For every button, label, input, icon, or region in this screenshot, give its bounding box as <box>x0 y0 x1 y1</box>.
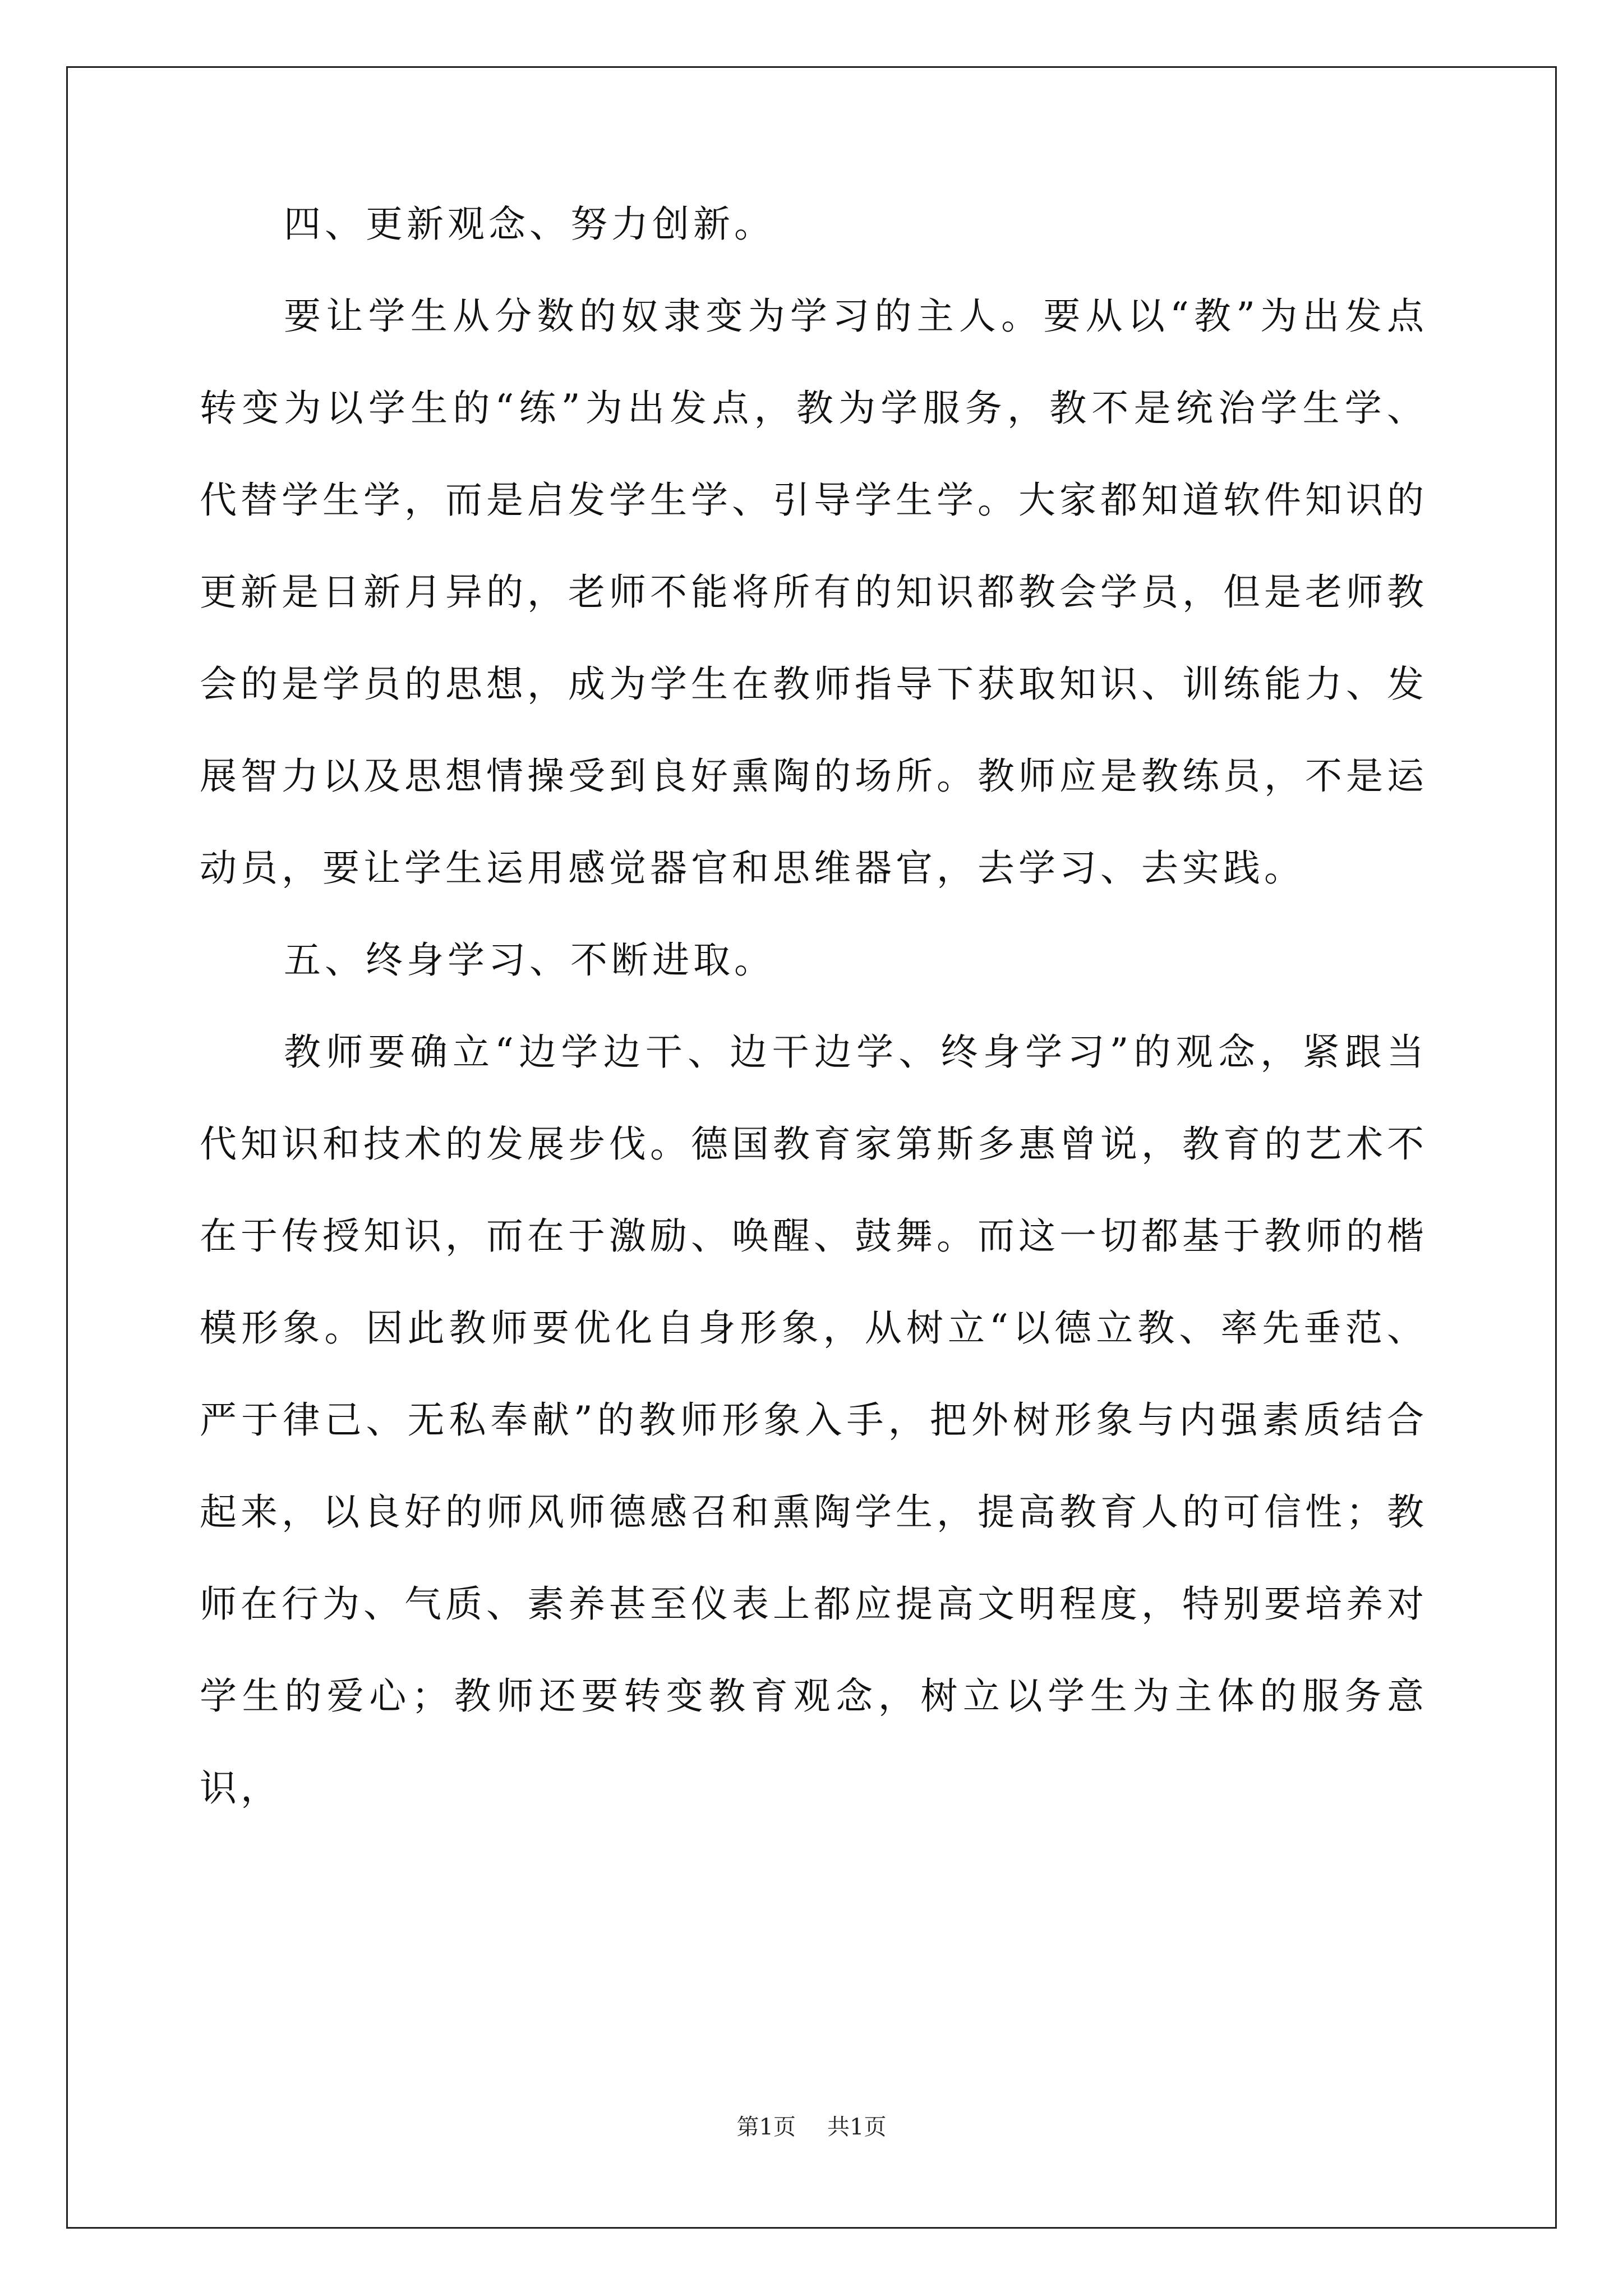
heading-section-four: 四、更新观念、努力创新。 <box>284 203 775 246</box>
paragraph-body: 教师要确立“边学边干、边干边学、终身学习”的观念，紧跟当代知识和技术的发展步伐。德国教育家第斯多惠曾说，教育的艺术不在于传授知识，而在于激励、唤醒、鼓舞。而这一切都基于教师的楷模形象。因此教师要优化自身形象，从树立“以德立教、率先垂范、严于律己、无私奉献”的教师形象入手，把外树形象与内强素质结合起来，以良好的师风师德感召和熏陶学生，提高教育人的可信性；教师在行为、气质、素养甚至仪表上都应提高文明程度，特别要培养对学生的爱心；教师还要转变教育观念，树立以学生为主体的服务意识， <box>200 1030 1428 1810</box>
paragraph-body: 要让学生从分数的奴隶变为学习的主人。要从以“教”为出发点转变为以学生的“练”为出发点，教为学服务，教不是统治学生学、代替学生学，而是启发学生学、引导学生学。大家都知道软件知识的更新是日新月异的，老师不能将所有的知识都教会学员，但是老师教会的是学员的思想，成为学生在教师指导下获取知识、训练能力、发展智力以及思想情操受到良好熏陶的场所。教师应是教练员，不是运动员，要让学生运用感觉器官和思维器官，去学习、去实践。 <box>200 295 1428 890</box>
document-body <box>200 178 1428 1834</box>
heading-section-five: 五、终身学习、不断进取。 <box>284 938 775 982</box>
page-total: 共1页 <box>827 2114 887 2140</box>
page-number: 第1页 <box>736 2114 796 2140</box>
page-footer <box>0 2109 1623 2141</box>
